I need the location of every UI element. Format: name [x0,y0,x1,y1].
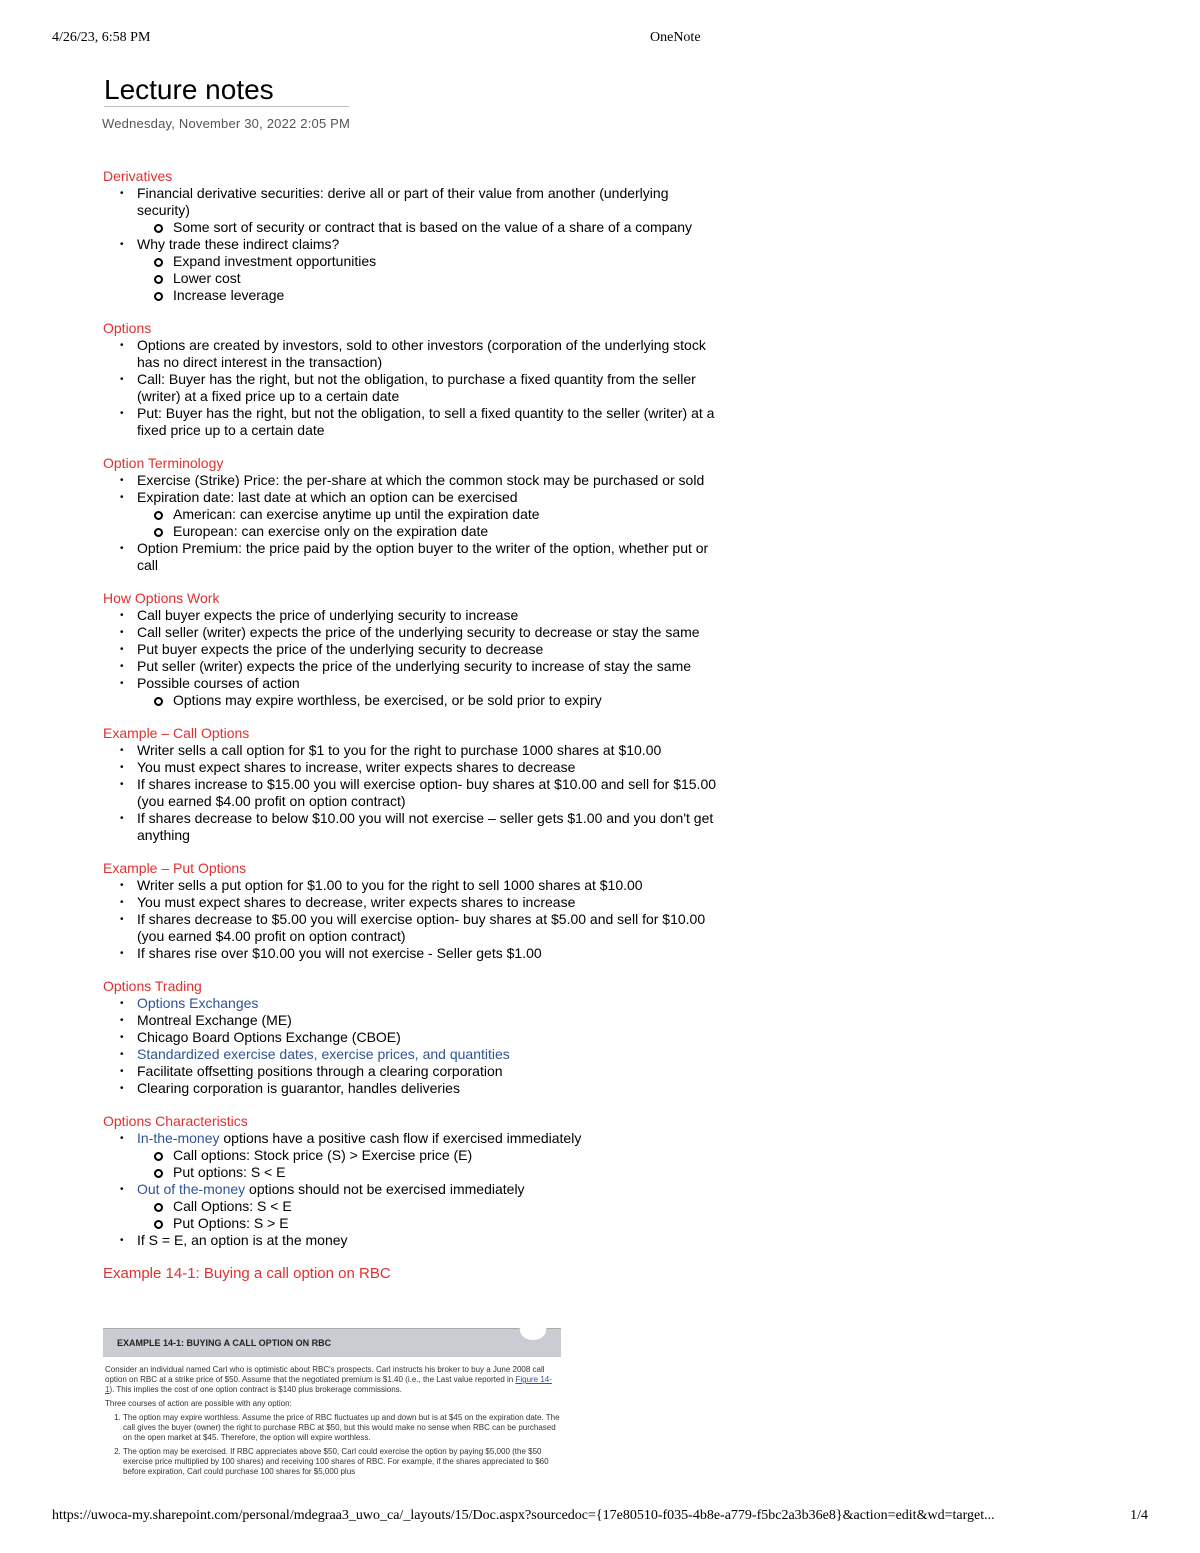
bullet-list [103,742,723,844]
bullet-text: Put: Buyer has the right, but not the obligation, to sell a fixed quantity to the seller (writer) at a fixed price up to a certain date [137,405,715,438]
bullet-item [103,371,723,405]
bullet-text: Montreal Exchange (ME) [137,1012,292,1028]
bullet-item [103,945,723,962]
bullet-text: Standardized exercise dates, exercise prices, and quantities [137,1046,510,1062]
bullet-item [103,489,723,540]
bullet-list [103,1130,723,1249]
example-paragraph-2: Three courses of action are possible with any option: [105,1399,292,1408]
bullet-text: Why trade these indirect claims? [137,236,340,252]
bullet-text: If shares decrease to $5.00 you will exercise option- buy shares at $5.00 and sell for $10.00 (you earned $4.00 profit on option contract) [137,911,706,944]
bullet-item [103,742,723,759]
bullet-item [103,810,723,844]
bullet-item [103,540,723,574]
example-box-title: EXAMPLE 14-1: BUYING A CALL OPTION ON RBC [117,1338,332,1348]
bullet-text: Call: Buyer has the right, but not the obligation, to purchase a fixed quantity from the seller (writer) at a fixed price up to a certain date [137,371,696,404]
sub-bullet-item: Expand investment opportunities [137,253,723,270]
bullet-text: Financial derivative securities: derive all or part of their value from another (underlying security) [137,185,669,218]
bullet-text: If shares increase to $15.00 you will exercise option- buy shares at $10.00 and sell for $15.00 (you earned $4.00 profit on option contract) [137,776,717,809]
bullet-item [103,624,723,641]
section-heading: Derivatives [103,168,173,184]
section-heading: Option Terminology [103,455,224,471]
sub-bullet-item: Options may expire worthless, be exercised, or be sold prior to expiry [137,692,723,709]
bullet-text: Call seller (writer) expects the price of the underlying security to decrease or stay the same [137,624,700,640]
sub-bullet-list [137,219,723,236]
example-step: 2. The option may be exercised. If RBC appreciates above $50, Carl could exercise the option by paying $5,000 (the $50 exercise price multiplied by 100 shares) and receiving 100 shares of RBC. For example, if the shares appreciated to $60 before expiration, Carl could purchase 100 shares for $5,000 plus [123,1447,561,1477]
example-paragraph-1: Consider an individual named Carl who is optimistic about RBC's prospects. Carl instructs his broker to buy a June 2008 call option on RBC at a strike price of $50. Assume that the negotiated premium is $1.40 (i.e., the Last value reported in Figure 14-1). This implies the cost of one option contract is $140 plus brokerage commissions. [105,1365,552,1394]
sub-bullet-item: Increase leverage [137,287,723,304]
example-heading: Example 14-1: Buying a call option on RBC [103,1265,391,1282]
bullet-item [103,675,723,709]
sub-bullet-item: American: can exercise anytime up until the expiration date [137,506,723,523]
bullet-list [103,337,723,439]
bullet-item [103,236,723,304]
bullet-text: Chicago Board Options Exchange (CBOE) [137,1029,401,1045]
sub-bullet-item: Put options: S < E [137,1164,723,1181]
bullet-text: Option Premium: the price paid by the option buyer to the writer of the option, whether put or call [137,540,709,573]
sub-bullet-list [137,1147,723,1181]
section-heading: Options [103,320,152,336]
sub-bullet-item: Put Options: S > E [137,1215,723,1232]
example-box-title-bar [103,1328,561,1357]
bullet-text: Clearing corporation is guarantor, handles deliveries [137,1080,460,1096]
page-title: Lecture notes [104,74,274,105]
page-date: Wednesday, November 30, 2022 2:05 PM [102,116,351,131]
example-steps [105,1413,561,1477]
example-14-1-image [103,1328,565,1506]
bullet-text: Writer sells a call option for $1 to you for the right to purchase 1000 shares at $10.00 [137,742,662,758]
bullet-text: Call buyer expects the price of underlying security to increase [137,607,519,623]
bullet-text: Exercise (Strike) Price: the per-share at which the common stock may be purchased or sold [137,472,705,488]
bullet-item [103,1029,723,1046]
bullet-item [103,185,723,236]
print-footer [52,1508,1148,1528]
bullet-text: You must expect shares to increase, writer expects shares to decrease [137,759,576,775]
section [103,320,723,439]
section-heading: Options Characteristics [103,1113,248,1129]
section-heading: Example – Call Options [103,725,250,741]
bullet-text: options should not be exercised immediately [245,1181,525,1197]
bullet-item [103,1012,723,1029]
section-heading: Example – Put Options [103,860,247,876]
sub-bullet-item: European: can exercise only on the expiration date [137,523,723,540]
bullet-item [103,776,723,810]
circle-icon [519,1328,547,1341]
sub-bullet-item: Lower cost [137,270,723,287]
bullet-text: Facilitate offsetting positions through a clearing corporation [137,1063,503,1079]
sub-bullet-item: Call Options: S < E [137,1198,723,1215]
bullet-item [103,911,723,945]
bullet-item [103,472,723,489]
bullet-text: Possible courses of action [137,675,300,691]
bullet-text: options have a positive cash flow if exercised immediately [219,1130,582,1146]
section [103,725,723,844]
print-date: 4/26/23, 6:58 PM [52,30,151,45]
bullet-item [103,1063,723,1080]
bullet-item [103,1181,723,1232]
sub-bullet-list [137,506,723,540]
notes-body [103,168,723,1282]
sub-bullet-item: Some sort of security or contract that is based on the value of a share of a company [137,219,723,236]
bullet-item [103,894,723,911]
bullet-list [103,185,723,304]
bullet-list [103,995,723,1097]
figure-link[interactable]: Figure 14-1 [105,1375,552,1394]
bullet-item [103,759,723,776]
bullet-item [103,405,723,439]
term-highlight: Out of the-money [137,1181,246,1197]
bullet-item [103,658,723,675]
bullet-list [103,877,723,962]
sub-bullet-list [137,1198,723,1232]
section-heading: How Options Work [103,590,220,606]
bullet-item [103,995,723,1012]
print-url: https://uwoca-my.sharepoint.com/personal/mdegraa3_uwo_ca/_layouts/15/Doc.aspx?sourcedoc={17e80510-f035-4b8e-a779-f5bc2a3b36e8}&action=edit&wd=target... [52,1508,995,1523]
bullet-text: Writer sells a put option for $1.00 to you for the right to sell 1000 shares at $10.00 [137,877,643,893]
section [103,1113,723,1249]
term-highlight: In-the-money [137,1130,220,1146]
bullet-item [103,337,723,371]
section [103,978,723,1097]
bullet-text: If shares decrease to below $10.00 you will not exercise – seller gets $1.00 and you don't get anything [137,810,714,843]
bullet-text: If S = E, an option is at the money [137,1232,348,1248]
section-heading: Options Trading [103,978,202,994]
example-box-body [103,1357,565,1477]
sub-bullet-list [137,253,723,304]
section [103,168,723,304]
bullet-text: Put seller (writer) expects the price of the underlying security to increase of stay the same [137,658,692,674]
sub-bullet-item: Call options: Stock price (S) > Exercise price (E) [137,1147,723,1164]
section [103,590,723,709]
bullet-text: Options are created by investors, sold to other investors (corporation of the underlying stock has no direct interest in the transaction) [137,337,706,370]
bullet-item [103,607,723,624]
bullet-item [103,1232,723,1249]
bullet-item [103,641,723,658]
bullet-text: Expiration date: last date at which an option can be exercised [137,489,518,505]
bullet-text: Put buyer expects the price of the underlying security to decrease [137,641,544,657]
print-app-name: OneNote [650,30,701,45]
bullet-list [103,607,723,709]
bullet-text: If shares rise over $10.00 you will not exercise - Seller gets $1.00 [137,945,542,961]
bullet-item [103,1130,723,1181]
section [103,860,723,962]
example-step: 1. The option may expire worthless. Assume the price of RBC fluctuates up and down but is at $45 on the expiration date. The call gives the buyer (owner) the right to purchase RBC at $50, but this would make no sense when RBC can be purchased on the open market at $45. Therefore, the option will expire worthless. [123,1413,561,1443]
title-underline [104,106,349,107]
bullet-item [103,877,723,894]
sub-bullet-list [137,692,723,709]
bullet-text: Options Exchanges [137,995,259,1011]
page-number: 1/4 [1130,1508,1148,1523]
bullet-item [103,1080,723,1097]
section [103,455,723,574]
bullet-item [103,1046,723,1063]
print-header [52,30,1148,50]
bullet-list [103,472,723,574]
bullet-text: You must expect shares to decrease, writer expects shares to increase [137,894,576,910]
